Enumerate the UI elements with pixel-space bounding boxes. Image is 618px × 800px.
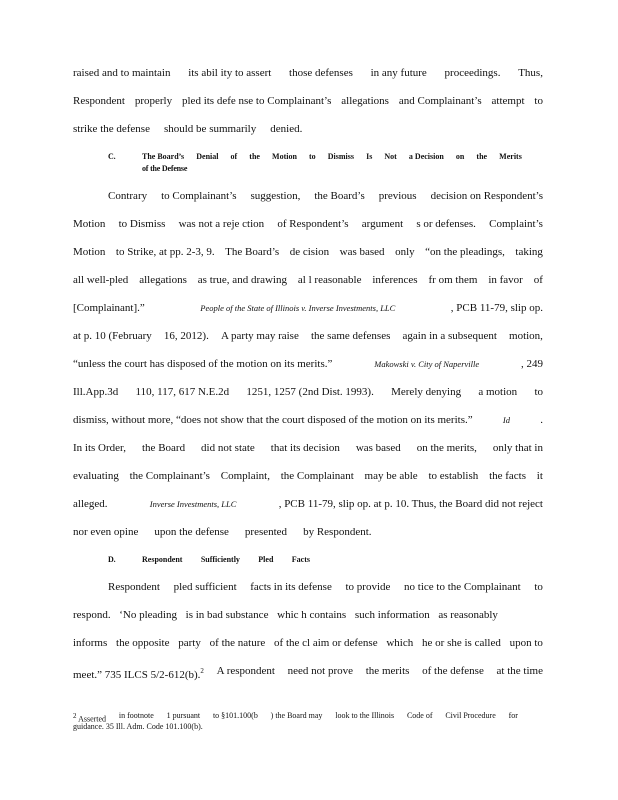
heading-word: a Decision	[408, 152, 444, 161]
text-line	[73, 95, 543, 108]
heading-word: Respondent	[142, 555, 183, 564]
heading-word: Facts	[291, 555, 310, 564]
heading-word: of	[230, 152, 238, 161]
statute-citation	[73, 665, 204, 682]
word: fr om them	[428, 274, 478, 286]
word: those defenses	[289, 67, 353, 79]
word: 1 pursuant	[166, 711, 201, 720]
section-d-letter: D.	[108, 555, 116, 564]
text-line	[73, 498, 543, 511]
word: was not a reje ction	[178, 218, 265, 230]
word: A respondent	[216, 665, 275, 677]
word: which	[386, 637, 414, 649]
word: 16, 2012).	[163, 330, 209, 342]
word: again in a subsequent	[402, 330, 497, 342]
word: of the defense	[422, 665, 484, 677]
word: 110, 117, 617 N.E.2d	[135, 386, 230, 398]
heading-word: Denial	[196, 152, 219, 161]
word: Ill.App.3d	[73, 386, 119, 398]
text-line	[73, 246, 543, 259]
word: ‘No pleading	[119, 609, 177, 621]
word: allegations	[341, 95, 389, 107]
word: all well-pled	[73, 274, 129, 286]
word: of the cl aim or defense	[274, 637, 378, 649]
word: presented	[244, 526, 288, 538]
section-c-letter: C.	[108, 152, 116, 161]
word: only	[395, 246, 415, 258]
word: of Respondent’s	[277, 218, 349, 230]
word: it	[536, 470, 543, 482]
word: respond.	[73, 609, 111, 621]
case-citation: Makowski v. City of Naperville	[374, 359, 480, 369]
heading-word: The Board’s	[142, 152, 185, 161]
word: look to the Illinois	[335, 711, 395, 720]
word: pled its defe nse to Complainant’s	[182, 95, 332, 107]
word: denied.	[270, 123, 303, 135]
word: Motion	[73, 218, 106, 230]
word: suggestion,	[250, 190, 301, 202]
word: al l reasonable	[297, 274, 362, 286]
heading-word: the	[476, 152, 488, 161]
word: of	[533, 274, 543, 286]
text-line	[73, 637, 543, 650]
text-line	[73, 526, 543, 539]
word: to establish	[428, 470, 479, 482]
heading-word: Dismiss	[327, 152, 354, 161]
word: nor even opine	[73, 526, 139, 538]
text-line	[108, 581, 543, 594]
word: to	[534, 95, 543, 107]
word: The Board’s	[225, 246, 280, 258]
heading-word: on	[455, 152, 465, 161]
word: Merely denying	[391, 386, 462, 398]
word: , PCB 11-79, slip op.	[450, 302, 543, 314]
word: “on the pleadings,	[425, 246, 505, 258]
word: “unless the court has disposed of the motion on its merits.”	[73, 358, 333, 370]
word: facts in its defense	[250, 581, 332, 593]
word: as reasonably	[438, 609, 498, 621]
text-line	[73, 609, 498, 622]
word: that its decision	[270, 442, 340, 454]
word: the opposite	[116, 637, 170, 649]
text-line	[73, 67, 543, 80]
word: the Complainant	[280, 470, 354, 482]
footnote-text: guidance. 35 Ill. Adm. Code 101.100(b).	[73, 722, 203, 731]
heading-word: Sufficiently	[200, 555, 240, 564]
heading-word: to	[309, 152, 316, 161]
word: to Complainant’s	[161, 190, 237, 202]
word: at p. 10 (February	[73, 330, 152, 342]
word: decision on Respondent’s	[430, 190, 543, 202]
word: in footnote	[118, 711, 154, 720]
word: upon to	[509, 637, 543, 649]
word: Respondent	[73, 95, 125, 107]
word: of the nature	[209, 637, 266, 649]
word: argument	[361, 218, 404, 230]
word: in any future	[370, 67, 427, 79]
word: , 249	[521, 358, 543, 370]
word: de cision	[289, 246, 330, 258]
word: alleged.	[73, 498, 108, 510]
text-line	[108, 190, 543, 203]
word: Respondent	[108, 581, 160, 593]
word: to	[534, 386, 543, 398]
word: and Complainant’s	[398, 95, 482, 107]
word: only that in	[492, 442, 543, 454]
word: the Complainant’s	[129, 470, 210, 482]
heading-word: Merits	[499, 152, 522, 161]
word: , PCB 11-79, slip op. at p. 10. Thus, the Board did not reject	[278, 498, 543, 510]
word: should be summarily	[163, 123, 257, 135]
word: the Board	[142, 442, 186, 454]
word: a motion	[478, 386, 518, 398]
word: proceedings.	[444, 67, 501, 79]
word: the facts	[489, 470, 527, 482]
word: ) the Board may	[270, 711, 323, 720]
word: to Strike, at pp. 2-3, 9.	[115, 246, 215, 258]
section-c-heading-line2: of the Defense	[142, 164, 188, 173]
word: Motion	[73, 246, 106, 258]
word: its abil ity to assert	[188, 67, 272, 79]
section-c-heading	[142, 152, 522, 161]
word: dismiss, without more, “does not show that the court disposed of the motion on its merits.”	[73, 414, 473, 426]
text-line	[73, 330, 543, 343]
text-line	[73, 470, 543, 483]
word: [Complainant].”	[73, 302, 145, 314]
word: allegations	[139, 274, 187, 286]
text-line	[73, 442, 543, 455]
word: such information	[354, 609, 430, 621]
word: Contrary	[108, 190, 148, 202]
word: Asserted	[78, 714, 107, 724]
section-d-heading	[142, 555, 310, 564]
word: A party may raise	[220, 330, 299, 342]
footnote-ref[interactable]: 2	[200, 667, 204, 675]
word: no tice to the Complainant	[404, 581, 521, 593]
word: evaluating	[73, 470, 119, 482]
case-citation: People of the State of Illinois v. Inverse Investments, LLC	[200, 303, 396, 313]
word: to provide	[345, 581, 391, 593]
word: did not state	[201, 442, 255, 454]
text-line	[73, 665, 543, 682]
case-citation: Id	[502, 415, 510, 425]
word: to Dismiss	[118, 218, 166, 230]
word: inferences	[372, 274, 418, 286]
text-line	[73, 274, 543, 287]
word: strike the defense	[73, 123, 150, 135]
word: Complaint,	[220, 470, 270, 482]
footnote-number: 2	[73, 712, 77, 720]
text-line	[73, 414, 543, 427]
word: party	[178, 637, 201, 649]
text-line	[73, 358, 543, 371]
text-line	[73, 302, 543, 315]
text-line	[73, 123, 543, 136]
heading-word: Pled	[258, 555, 274, 564]
word: s or defenses.	[416, 218, 476, 230]
word: taking	[515, 246, 543, 258]
word: properly	[134, 95, 173, 107]
word: in favor	[488, 274, 523, 286]
word: he or she is called	[422, 637, 501, 649]
word: may be able	[364, 470, 418, 482]
word: by Respondent.	[303, 526, 372, 538]
word: previous	[378, 190, 417, 202]
word: Complaint’s	[489, 218, 543, 230]
word: whic h contains	[277, 609, 347, 621]
word: 1251, 1257 (2nd Dist. 1993).	[246, 386, 374, 398]
word: need not prove	[287, 665, 354, 677]
word: the Board’s	[314, 190, 365, 202]
text-line	[73, 218, 543, 231]
heading-word: Motion	[272, 152, 297, 161]
word: upon the defense	[154, 526, 229, 538]
word: Thus,	[518, 67, 543, 79]
word: pled sufficient	[173, 581, 237, 593]
heading-word: Is	[366, 152, 373, 161]
word: the merits	[365, 665, 410, 677]
word: Code of	[406, 711, 433, 720]
word: was based	[355, 442, 401, 454]
text-line	[73, 386, 543, 399]
footnote-line	[73, 722, 518, 732]
word: to	[534, 581, 543, 593]
word: as true, and drawing	[197, 274, 287, 286]
word: was based	[339, 246, 385, 258]
word: meet.” 735 ILCS 5/2-612(b).	[73, 668, 201, 681]
word: informs	[73, 637, 108, 649]
heading-word: the	[249, 152, 260, 161]
word: raised and to maintain	[73, 67, 171, 79]
word: to §101.100(b	[212, 711, 258, 720]
case-citation: Inverse Investments, LLC	[149, 499, 237, 509]
word: Civil Procedure	[445, 711, 496, 720]
word: for	[508, 711, 518, 720]
word: at the time	[496, 665, 543, 677]
heading-word: Not	[384, 152, 397, 161]
word: motion,	[509, 330, 543, 342]
word: is in bad substance	[185, 609, 269, 621]
word: attempt	[491, 95, 525, 107]
word: the same defenses	[310, 330, 391, 342]
word: .	[540, 414, 543, 426]
word: In its Order,	[73, 442, 127, 454]
word: on the merits,	[416, 442, 477, 454]
